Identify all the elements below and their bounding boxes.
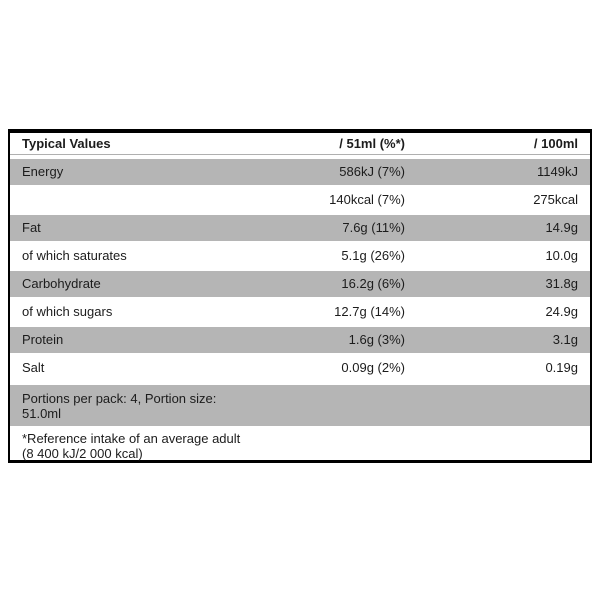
row-label: Fat bbox=[22, 220, 41, 235]
row-per-100ml-value: 3.1g bbox=[552, 332, 578, 347]
row-per-100ml-value: 14.9g bbox=[545, 220, 578, 235]
nutrition-table bbox=[8, 129, 592, 463]
row-label: Energy bbox=[22, 164, 64, 179]
header-per-portion: / 51ml (%*) bbox=[339, 135, 405, 151]
table-row-sugars bbox=[10, 298, 590, 326]
row-per-portion-value: 12.7g (14%) bbox=[334, 304, 405, 319]
row-per-100ml-value: 0.19g bbox=[545, 360, 578, 375]
header-per-100ml: / 100ml bbox=[533, 135, 578, 151]
header-typical-values: Typical Values bbox=[22, 135, 111, 151]
row-per-portion-value: 5.1g (26%) bbox=[341, 248, 405, 263]
row-per-portion-value: 7.6g (11%) bbox=[342, 220, 405, 235]
table-row-salt bbox=[10, 354, 590, 382]
table-row-energy-kj bbox=[10, 158, 590, 186]
row-per-100ml-value: 10.0g bbox=[545, 248, 578, 263]
row-label: of which saturates bbox=[22, 248, 127, 263]
portions-note-line1: Portions per pack: 4, Portion size: bbox=[22, 391, 217, 406]
row-per-100ml-value: 275kcal bbox=[533, 192, 578, 207]
table-row-carbohydrate bbox=[10, 270, 590, 298]
row-per-100ml-value: 24.9g bbox=[545, 304, 578, 319]
table-row-protein bbox=[10, 326, 590, 354]
reference-note-line2: (8 400 kJ/2 000 kcal) bbox=[22, 446, 143, 461]
table-row-energy-kcal bbox=[10, 186, 590, 214]
row-label: of which sugars bbox=[22, 304, 113, 319]
portions-note-line2: 51.0ml bbox=[22, 406, 62, 421]
table-header-row bbox=[10, 133, 590, 155]
row-per-portion-value: 0.09g (2%) bbox=[341, 360, 405, 375]
row-per-100ml-value: 1149kJ bbox=[537, 164, 578, 179]
row-label: Protein bbox=[22, 332, 64, 347]
row-per-portion-value: 586kJ (7%) bbox=[339, 164, 405, 179]
table-row-saturates bbox=[10, 242, 590, 270]
row-per-portion-value: 140kcal (7%) bbox=[329, 192, 405, 207]
reference-note-line1: *Reference intake of an average adult bbox=[22, 431, 241, 446]
reference-intake-note bbox=[10, 426, 590, 460]
row-per-100ml-value: 31.8g bbox=[545, 276, 578, 291]
row-label: Carbohydrate bbox=[22, 276, 101, 291]
row-label: Salt bbox=[22, 360, 45, 375]
table-row-fat bbox=[10, 214, 590, 242]
row-per-portion-value: 1.6g (3%) bbox=[348, 332, 405, 347]
row-per-portion-value: 16.2g (6%) bbox=[341, 276, 405, 291]
portions-note bbox=[10, 385, 590, 426]
